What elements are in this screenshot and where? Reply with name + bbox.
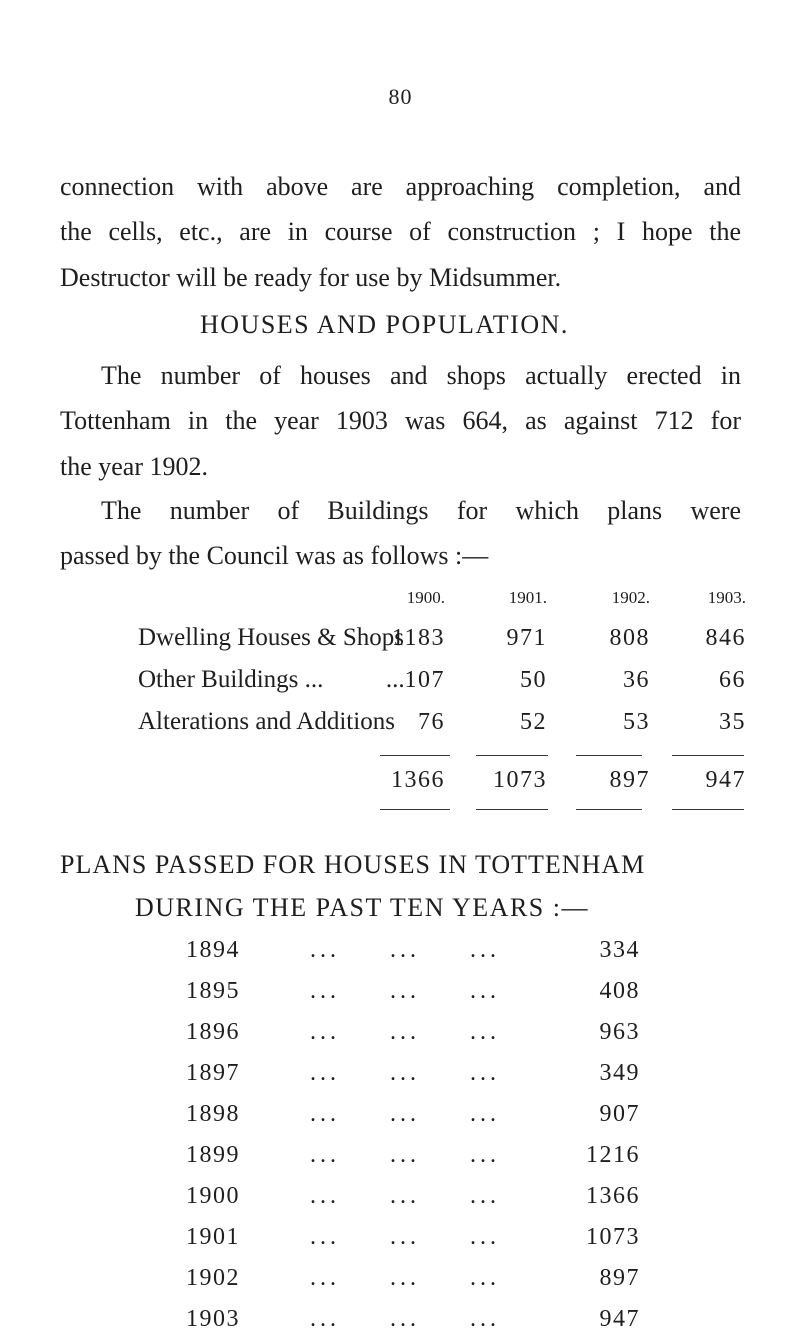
table-cell: 846 bbox=[705, 625, 746, 651]
plan-year: 1894 bbox=[186, 937, 240, 963]
row-label-other: Other Buildings ... ... bbox=[138, 666, 405, 693]
plan-leader-dots: ... ... ... bbox=[310, 1224, 500, 1250]
column-header-1901: 1901. bbox=[508, 588, 547, 607]
table-cell: 107 bbox=[404, 667, 445, 693]
plans-heading-line-1: PLANS PASSED FOR HOUSES IN TOTTENHAM bbox=[60, 850, 646, 879]
plan-leader-dots: ... ... ... bbox=[310, 937, 500, 963]
table-cell: 52 bbox=[520, 709, 547, 735]
total-cell: 897 bbox=[609, 767, 650, 793]
houses-line-2: Tottenham in the year 1903 was 664, as against 712 for bbox=[60, 406, 741, 435]
page-number: 80 bbox=[388, 84, 413, 109]
plan-leader-dots: ... ... ... bbox=[310, 1019, 500, 1045]
plan-count: 947 bbox=[599, 1306, 640, 1332]
total-rule-bottom bbox=[672, 809, 744, 810]
table-cell: 53 bbox=[623, 709, 650, 735]
plan-count: 897 bbox=[599, 1265, 640, 1291]
plan-leader-dots: ... ... ... bbox=[310, 1060, 500, 1086]
plan-year: 1895 bbox=[186, 978, 240, 1004]
plan-year: 1899 bbox=[186, 1142, 240, 1168]
row-label-alterations: Alterations and Additions bbox=[138, 708, 395, 735]
plan-year: 1903 bbox=[186, 1306, 240, 1332]
plan-year: 1900 bbox=[186, 1183, 240, 1209]
table-cell: 35 bbox=[719, 709, 746, 735]
intro-line-3: Destructor will be ready for use by Midsummer. bbox=[60, 263, 562, 292]
plans-heading-line-2: DURING THE PAST TEN YEARS :— bbox=[135, 893, 589, 922]
plan-count: 1366 bbox=[586, 1183, 640, 1209]
houses-line-3: the year 1902. bbox=[60, 452, 209, 481]
table-cell: 76 bbox=[418, 709, 445, 735]
plan-year: 1897 bbox=[186, 1060, 240, 1086]
plan-year: 1902 bbox=[186, 1265, 240, 1291]
plan-leader-dots: ... ... ... bbox=[310, 978, 500, 1004]
total-rule-top bbox=[672, 755, 744, 756]
plan-count: 334 bbox=[599, 937, 640, 963]
total-rule-bottom bbox=[476, 809, 548, 810]
plan-leader-dots: ... ... ... bbox=[310, 1265, 500, 1291]
total-rule-bottom bbox=[380, 809, 450, 810]
total-cell: 1366 bbox=[391, 767, 445, 793]
total-rule-top bbox=[576, 755, 642, 756]
total-cell: 947 bbox=[705, 767, 746, 793]
plan-year: 1896 bbox=[186, 1019, 240, 1045]
plan-count: 1216 bbox=[586, 1142, 640, 1168]
row-label-dwelling: Dwelling Houses & Shops bbox=[138, 624, 404, 651]
buildings-line-2: passed by the Council was as follows :— bbox=[60, 541, 489, 570]
plan-year: 1901 bbox=[186, 1224, 240, 1250]
total-rule-top bbox=[380, 755, 450, 756]
column-header-1900: 1900. bbox=[406, 588, 445, 607]
total-cell: 1073 bbox=[493, 767, 547, 793]
total-rule-bottom bbox=[576, 809, 642, 810]
column-header-1903: 1903. bbox=[707, 588, 746, 607]
plan-leader-dots: ... ... ... bbox=[310, 1101, 500, 1127]
table-cell: 66 bbox=[719, 667, 746, 693]
plan-count: 349 bbox=[599, 1060, 640, 1086]
buildings-line-1: The number of Buildings for which plans were bbox=[101, 496, 741, 525]
table-cell: 808 bbox=[609, 625, 650, 651]
plan-leader-dots: ... ... ... bbox=[310, 1306, 500, 1332]
plan-leader-dots: ... ... ... bbox=[310, 1183, 500, 1209]
plan-count: 408 bbox=[599, 978, 640, 1004]
houses-line-1: The number of houses and shops actually erected in bbox=[101, 361, 741, 390]
section-heading: HOUSES AND POPULATION. bbox=[200, 310, 569, 339]
plan-count: 907 bbox=[599, 1101, 640, 1127]
table-cell: 971 bbox=[506, 625, 547, 651]
plan-leader-dots: ... ... ... bbox=[310, 1142, 500, 1168]
intro-line-1: connection with above are approaching completion, and bbox=[60, 172, 741, 201]
column-header-1902: 1902. bbox=[611, 588, 650, 607]
intro-line-2: the cells, etc., are in course of construction ; I hope the bbox=[60, 217, 741, 246]
table-cell: 36 bbox=[623, 667, 650, 693]
table-cell: 1183 bbox=[391, 625, 445, 651]
total-rule-top bbox=[476, 755, 548, 756]
table-cell: 50 bbox=[520, 667, 547, 693]
plan-count: 963 bbox=[599, 1019, 640, 1045]
plan-count: 1073 bbox=[586, 1224, 640, 1250]
plan-year: 1898 bbox=[186, 1101, 240, 1127]
